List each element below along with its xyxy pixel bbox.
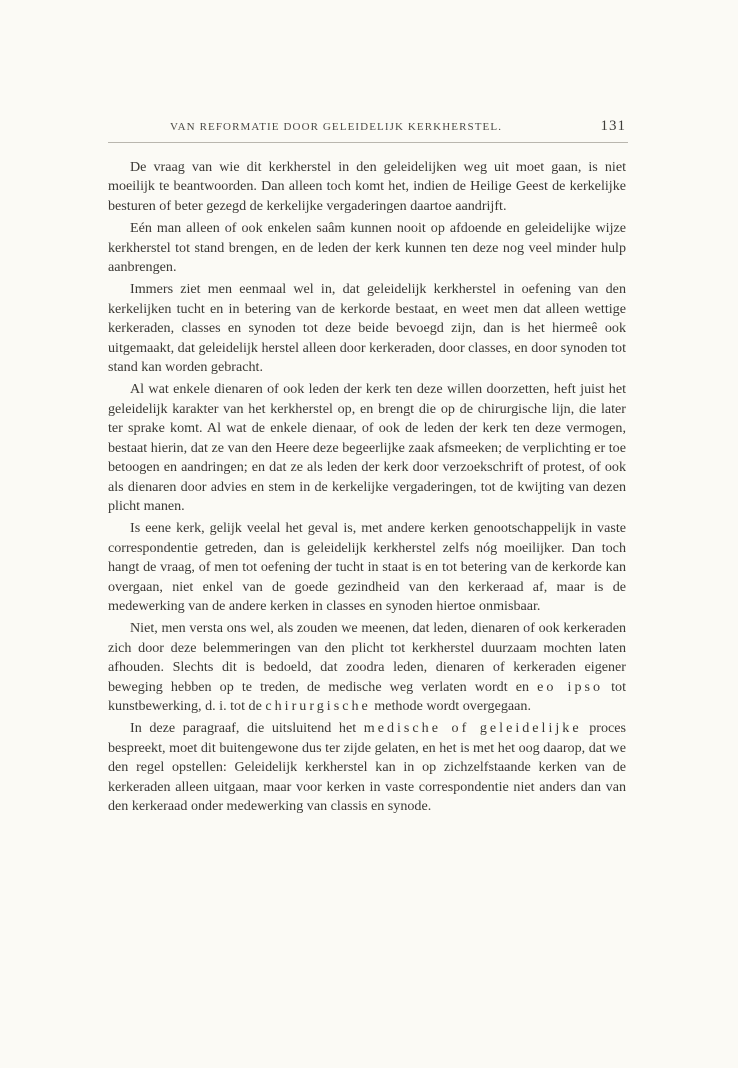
paragraph-7-medische: medische of geleidelijke (363, 720, 582, 737)
paragraph-6-text-a: Niet, men versta ons wel, als zouden we meenen, dat leden, dienaren of ook kerkeraden zich door deze belemmeringen van den plicht tot kerkherstel duurzaam mochten laten afhouden. Slechts dit is bedoeld, dat zoodra leden, dienaren of kerkeraden eigener beweging hebben op te treden, de medische weg verlaten wordt en (108, 620, 626, 695)
paragraph-6-eo-ipso: eo ipso (537, 678, 604, 695)
body-text (108, 158, 626, 819)
paragraph-3: Immers ziet men eenmaal wel in, dat geleidelijk kerkherstel in oefening van den kerkelijken tucht en in betering van de kerkorde bestaat, en weet men dat alleen wettige kerkeraden, classes en synoden tot deze beide bevoegd zijn, dan is het hiermeê ook uitgemaakt, dat geleidelijk herstel alleen door kerkeraden, door classes, en door synoden tot stand kan worden gebracht. (108, 281, 626, 376)
paragraph-4: Al wat enkele dienaren of ook leden der kerk ten deze willen doorzetten, heft juist het geleidelijk karakter van het kerkherstel op, en brengt die op de chirurgische lijn, die later ter sprake komt. Al wat de enkele dienaar, of ook de leden der kerk ten deze vermogen, bestaat hierin, dat ze van den Heere deze begeerlijke zaak afsmeeken; de verplichting er toe betoogen en aandringen; en dat ze als leden der kerk door verzoekschrift of protest, of ook als dienaren door advies en stem in de kerkelijke vergaderingen, tot de kwijting van dezen plicht manen. (108, 381, 626, 514)
paragraph-6-chirurgische: chirurgische (265, 697, 371, 714)
paragraph-7 (108, 719, 626, 816)
running-head: VAN REFORMATIE DOOR GELEIDELIJK KERKHERSTEL. (170, 121, 503, 133)
paragraph-5: Is eene kerk, gelijk veelal het geval is, met andere kerken genootschappelijk in vaste correspondentie getreden, dan is geleidelijk kerkherstel zelfs nóg moeilijker. Dan toch hangt de vraag, of men tot oefening der tucht in staat is en tot betering van de kerkorde kan overgaan, niet enkel van de goede gezindheid van den kerkeraad af, maar is de medewerking van de andere kerken in classes en synoden hiertoe onmisbaar. (108, 520, 626, 614)
paragraph-6-text-c: methode wordt overgegaan. (370, 697, 531, 714)
page-header (108, 118, 638, 140)
header-rule (108, 142, 628, 143)
paragraph-6 (108, 619, 626, 716)
paragraph-6-text-b: tot kunstbewerking, d. i. tot de (108, 678, 627, 714)
paragraph-7-text-b: proces bespreekt, moet dit buitengewone dus ter zijde gelaten, en het is met het oog daarop, dat we den regel opstellen: Geleidelijk kerkherstel kan in op zichzelfstaande kerken van de kerkeraden alleen uitgaan, maar voor kerken in vaste correspondentie niet anders dan van den kerkeraad onder medewerking van classis en synode. (108, 720, 626, 814)
paragraph-2: Eén man alleen of ook enkelen saâm kunnen nooit op afdoende en geleidelijke wijze kerkherstel tot stand brengen, en de leden der kerk kunnen ten deze nog veel minder hulp aanbrengen. (108, 220, 626, 276)
page-number: 131 (600, 118, 626, 134)
paragraph-7-text-a: In deze paragraaf, die uitsluitend het (130, 720, 364, 737)
paragraph-1: De vraag van wie dit kerkherstel in den geleidelijken weg uit moet gaan, is niet moeilijk te beantwoorden. Dan alleen toch komt het, indien de Heilige Geest de kerkelijke besturen of beter gezegd de kerkelijke vergaderingen daartoe aandrijft. (108, 159, 626, 214)
